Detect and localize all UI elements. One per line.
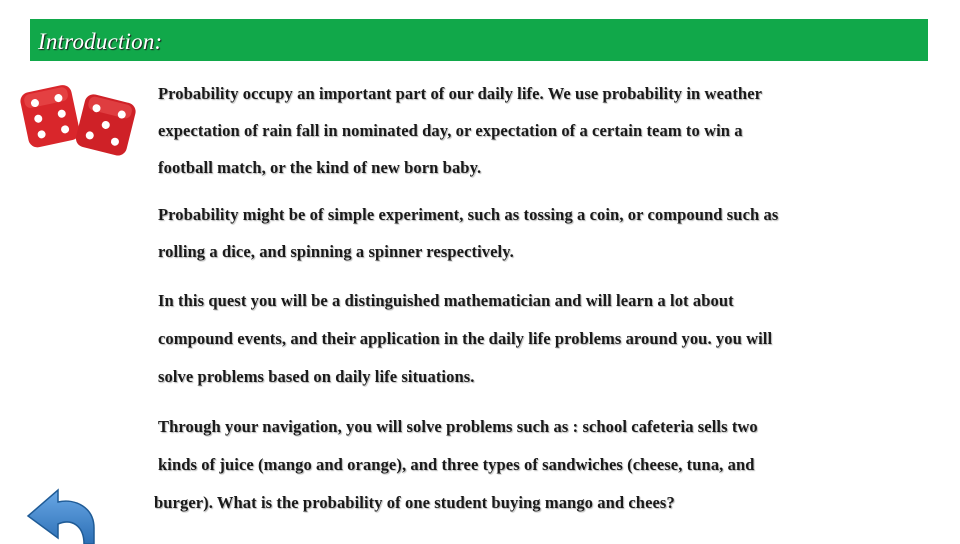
text-line: Through your navigation, you will solve problems such as : school cafeteria sells two	[158, 417, 758, 436]
back-arrow-icon[interactable]	[24, 488, 100, 544]
text-line: kinds of juice (mango and orange), and three types of sandwiches (cheese, tuna, and	[158, 455, 755, 474]
text-line: football match, or the kind of new born baby.	[158, 158, 482, 177]
text-line: In this quest you will be a distinguished mathematician and will learn a lot about	[158, 291, 734, 310]
intro-paragraph-3	[158, 291, 772, 405]
text-line: Probability might be of simple experiment, such as tossing a coin, or compound such as	[158, 205, 779, 224]
text-line: expectation of rain fall in nominated day, or expectation of a certain team to win a	[158, 121, 743, 140]
text-line: solve problems based on daily life situations.	[158, 367, 475, 386]
text-line: rolling a dice, and spinning a spinner respectively.	[158, 242, 514, 261]
text-line: Probability occupy an important part of our daily life. We use probability in weather	[158, 84, 763, 103]
text-line: burger). What is the probability of one student buying mango and chees?	[154, 493, 675, 512]
header-bar	[30, 19, 928, 61]
intro-paragraph-4	[154, 417, 758, 531]
intro-paragraph-2	[158, 205, 778, 279]
text-line: compound events, and their application in the daily life problems around you. you will	[158, 329, 773, 348]
red-dice-icon	[18, 78, 136, 158]
page-title: Introduction:	[38, 29, 163, 54]
intro-paragraph-1	[158, 84, 762, 195]
